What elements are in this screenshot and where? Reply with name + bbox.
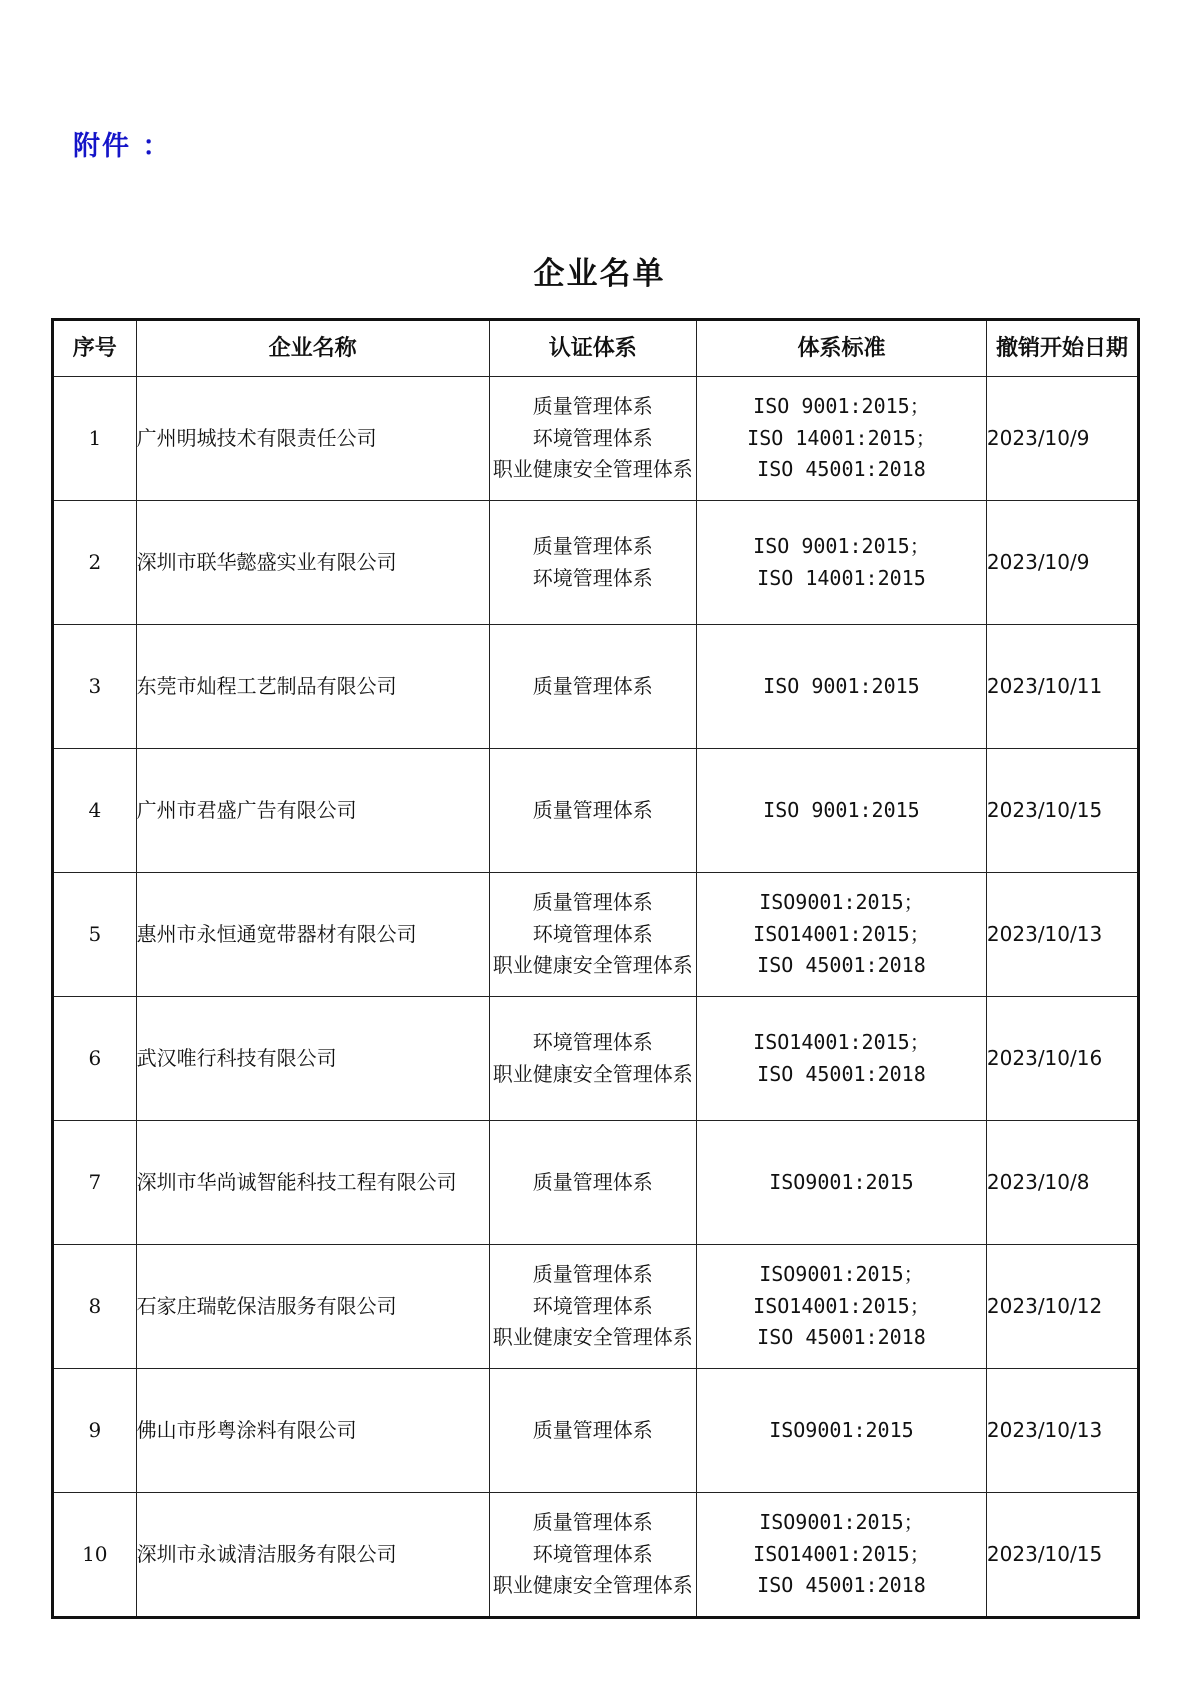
system-standard-line: ISO 45001:2018 xyxy=(757,1325,926,1350)
revocation-start-date xyxy=(986,1121,1138,1245)
row-number-line: 10 xyxy=(82,1541,108,1566)
row-number xyxy=(53,377,137,501)
row-number-line: 3 xyxy=(88,673,102,698)
system-standard-line: ISO 14001:2015； xyxy=(747,425,936,450)
certification-system-line: 环境管理体系 xyxy=(532,425,653,450)
system-standard xyxy=(696,377,986,501)
revocation-start-date-line: 2023/10/15 xyxy=(986,1541,1103,1566)
certification-system xyxy=(489,873,696,997)
table-header-row xyxy=(53,320,1139,377)
revocation-start-date xyxy=(986,625,1138,749)
system-standard-line: ISO 45001:2018 xyxy=(757,1573,926,1598)
table-row xyxy=(53,377,1139,501)
revocation-start-date xyxy=(986,1245,1138,1369)
certification-system-line: 质量管理体系 xyxy=(532,1169,653,1194)
system-standard xyxy=(696,501,986,625)
row-number-line: 6 xyxy=(88,1045,102,1070)
header-name: 企业名称 xyxy=(136,320,489,377)
company-name xyxy=(136,997,489,1121)
system-standard xyxy=(696,873,986,997)
system-standard-line: ISO 45001:2018 xyxy=(757,1061,926,1086)
company-name xyxy=(136,501,489,625)
document-title: 企业名单 xyxy=(533,256,666,292)
company-name-line: 深圳市联华懿盛实业有限公司 xyxy=(136,549,397,574)
certification-system-line: 质量管理体系 xyxy=(532,1510,653,1535)
header-no: 序号 xyxy=(53,320,137,377)
company-name-line: 石家庄瑞乾保洁服务有限公司 xyxy=(136,1293,397,1318)
table-row xyxy=(53,625,1139,749)
revocation-start-date xyxy=(986,749,1138,873)
certification-system-line: 质量管理体系 xyxy=(532,394,653,419)
certification-system-line: 职业健康安全管理体系 xyxy=(492,1325,693,1350)
company-name xyxy=(136,873,489,997)
company-name-line: 深圳市永诚清洁服务有限公司 xyxy=(136,1541,397,1566)
company-name-line: 广州明城技术有限责任公司 xyxy=(136,425,377,450)
company-name xyxy=(136,1245,489,1369)
system-standard-line: ISO 9001:2015； xyxy=(753,534,930,558)
certification-system xyxy=(489,997,696,1121)
certification-system-line: 环境管理体系 xyxy=(532,1030,653,1054)
row-number-line: 1 xyxy=(88,425,102,450)
system-standard xyxy=(696,997,986,1121)
company-name xyxy=(136,1121,489,1245)
row-number-line: 8 xyxy=(88,1293,102,1318)
certification-system xyxy=(489,749,696,873)
certification-system-line: 职业健康安全管理体系 xyxy=(492,1573,693,1598)
row-number-line: 7 xyxy=(88,1169,102,1194)
revocation-start-date-line: 2023/10/12 xyxy=(986,1293,1103,1318)
revocation-start-date-line: 2023/10/16 xyxy=(986,1045,1103,1070)
table-row xyxy=(53,749,1139,873)
certification-system-line: 环境管理体系 xyxy=(532,1293,653,1318)
certification-system-line: 质量管理体系 xyxy=(532,890,653,915)
system-standard xyxy=(696,625,986,749)
table-row xyxy=(53,1245,1139,1369)
revocation-start-date xyxy=(986,873,1138,997)
system-standard-line: ISO9001:2015； xyxy=(759,890,924,915)
revocation-start-date xyxy=(986,997,1138,1121)
certification-system-line: 质量管理体系 xyxy=(532,534,653,558)
row-number xyxy=(53,997,137,1121)
certification-system xyxy=(489,1121,696,1245)
header-system: 认证体系 xyxy=(489,320,696,377)
system-standard-line: ISO9001:2015 xyxy=(769,1417,914,1442)
row-number-line: 9 xyxy=(88,1417,102,1442)
row-number xyxy=(53,1245,137,1369)
system-standard xyxy=(696,749,986,873)
system-standard-line: ISO 9001:2015 xyxy=(763,797,920,822)
certification-system-line: 职业健康安全管理体系 xyxy=(492,953,693,978)
certification-system xyxy=(489,377,696,501)
table-row xyxy=(53,501,1139,625)
row-number xyxy=(53,625,137,749)
system-standard-line: ISO 9001:2015 xyxy=(763,673,920,698)
certification-system xyxy=(489,501,696,625)
company-name xyxy=(136,1493,489,1618)
table-body xyxy=(53,377,1139,1618)
company-name-line: 深圳市华尚诚智能科技工程有限公司 xyxy=(136,1169,457,1194)
certification-system xyxy=(489,1245,696,1369)
system-standard xyxy=(696,1121,986,1245)
system-standard xyxy=(696,1493,986,1618)
certification-system xyxy=(489,625,696,749)
company-name-line: 惠州市永恒通宽带器材有限公司 xyxy=(136,921,417,946)
certification-system-line: 环境管理体系 xyxy=(532,565,653,590)
table-row xyxy=(53,873,1139,997)
table-row xyxy=(53,997,1139,1121)
revocation-start-date xyxy=(986,1369,1138,1493)
company-name xyxy=(136,749,489,873)
system-standard-line: ISO 9001:2015； xyxy=(753,394,930,419)
company-name-line: 广州市君盛广告有限公司 xyxy=(136,797,357,822)
row-number xyxy=(53,1369,137,1493)
row-number xyxy=(53,1493,137,1618)
table-row xyxy=(53,1493,1139,1618)
revocation-start-date-line: 2023/10/15 xyxy=(986,797,1103,822)
certification-system-line: 环境管理体系 xyxy=(532,921,653,946)
system-standard-line: ISO9001:2015； xyxy=(759,1262,924,1287)
certification-system-line: 质量管理体系 xyxy=(532,1262,653,1287)
system-standard xyxy=(696,1369,986,1493)
system-standard-line: ISO14001:2015； xyxy=(753,921,930,946)
row-number xyxy=(53,1121,137,1245)
system-standard-line: ISO 14001:2015 xyxy=(757,565,926,590)
row-number xyxy=(53,749,137,873)
revocation-start-date-line: 2023/10/11 xyxy=(986,673,1103,698)
certification-system-line: 职业健康安全管理体系 xyxy=(492,457,693,482)
revocation-start-date-line: 2023/10/13 xyxy=(986,1417,1103,1442)
table-row xyxy=(53,1121,1139,1245)
system-standard-line: ISO 45001:2018 xyxy=(757,953,926,978)
company-name-line: 武汉唯行科技有限公司 xyxy=(136,1045,337,1070)
row-number-line: 5 xyxy=(88,921,102,946)
company-name xyxy=(136,625,489,749)
system-standard-line: ISO14001:2015； xyxy=(753,1293,930,1318)
company-name xyxy=(136,377,489,501)
certification-system-line: 环境管理体系 xyxy=(532,1541,653,1566)
row-number-line: 4 xyxy=(88,797,102,822)
certification-system-line: 职业健康安全管理体系 xyxy=(492,1061,693,1086)
header-standard: 体系标准 xyxy=(696,320,986,377)
company-name xyxy=(136,1369,489,1493)
attachment-label: 附件 ： xyxy=(73,131,172,162)
system-standard-line: ISO 45001:2018 xyxy=(757,457,926,482)
system-standard-line: ISO9001:2015 xyxy=(769,1169,914,1194)
revocation-start-date xyxy=(986,377,1138,501)
system-standard-line: ISO9001:2015； xyxy=(759,1510,924,1535)
company-name-line: 佛山市彤粤涂料有限公司 xyxy=(136,1417,357,1442)
certification-system-line: 质量管理体系 xyxy=(532,797,653,822)
company-name-line: 东莞市灿程工艺制品有限公司 xyxy=(136,673,397,698)
table-row xyxy=(53,1369,1139,1493)
row-number xyxy=(53,873,137,997)
header-date: 撤销开始日期 xyxy=(986,320,1138,377)
revocation-start-date xyxy=(986,1493,1138,1618)
system-standard xyxy=(696,1245,986,1369)
certification-system-line: 质量管理体系 xyxy=(532,1417,653,1442)
revocation-start-date-line: 2023/10/9 xyxy=(986,425,1090,450)
row-number xyxy=(53,501,137,625)
revocation-start-date-line: 2023/10/9 xyxy=(986,549,1090,574)
row-number-line: 2 xyxy=(88,549,102,574)
certification-system xyxy=(489,1369,696,1493)
revocation-start-date-line: 2023/10/8 xyxy=(986,1169,1090,1194)
certification-system xyxy=(489,1493,696,1618)
revocation-start-date xyxy=(986,501,1138,625)
system-standard-line: ISO14001:2015； xyxy=(753,1030,930,1054)
revocation-start-date-line: 2023/10/13 xyxy=(986,921,1103,946)
certification-system-line: 质量管理体系 xyxy=(532,673,653,698)
enterprise-table xyxy=(51,318,1140,1619)
system-standard-line: ISO14001:2015； xyxy=(753,1541,930,1566)
